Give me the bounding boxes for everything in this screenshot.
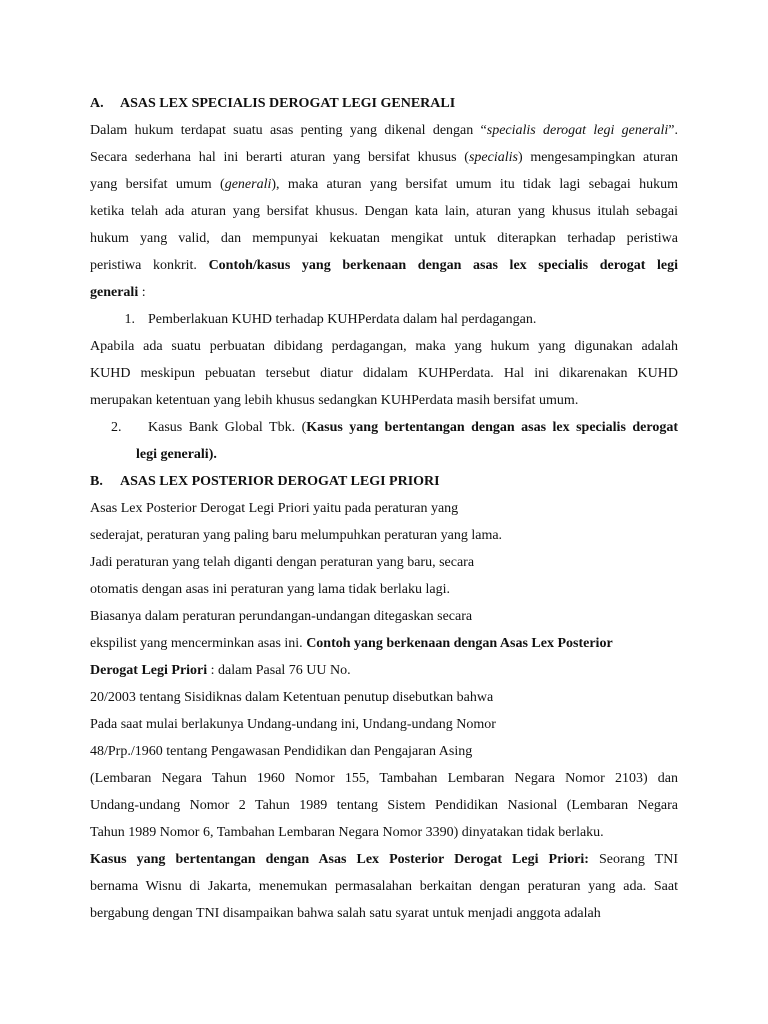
paragraph-a1-line-1 <box>90 117 678 144</box>
list-number: 2. <box>111 420 122 435</box>
bold-run: Derogat Legi Priori <box>90 663 208 678</box>
paragraph-b-line-6 <box>90 630 678 657</box>
section-a-label: A. <box>90 96 104 111</box>
text-run: ) mengesampingkan aturan <box>517 150 678 165</box>
paragraph-b-line-13: Tahun 1989 Nomor 6, Tambahan Lembaran Negara Nomor 3390) dinyatakan tidak berlaku. <box>90 825 604 840</box>
text-run: yang bersifat umum ( <box>90 177 225 192</box>
bold-run: Contoh/kasus yang berkenaan dengan asas lex specialis derogat legi <box>208 258 678 273</box>
paragraph-a1-line-3 <box>90 171 678 198</box>
paragraph-b-line-15: bernama Wisnu di Jakarta, menemukan permasalahan berkaitan dengan peraturan yang ada. Saat <box>90 879 678 894</box>
paragraph-b-line-4: otomatis dengan asas ini peraturan yang lama tidak berlaku lagi. <box>90 582 450 597</box>
paragraph-b-line-5: Biasanya dalam peraturan perundangan-undangan ditegaskan secara <box>90 609 473 624</box>
paragraph-b-line-10: 48/Prp./1960 tentang Pengawasan Pendidikan dan Pengajaran Asing <box>90 744 473 759</box>
list-number: 1. <box>124 312 135 327</box>
list-item-2-line-2: legi generali). <box>136 447 217 462</box>
text-run: Kasus Bank Global Tbk. ( <box>148 420 307 435</box>
paragraph-a2-line-2: KUHD meskipun pebuatan tersebut diatur didalam KUHPerdata. Hal ini dikarenakan KUHD <box>90 366 678 381</box>
paragraph-b-line-14 <box>90 846 678 873</box>
text-run: : <box>138 285 146 300</box>
paragraph-a2-line-3: merupakan ketentuan yang lebih khusus sedangkan KUHPerdata masih bersifat umum. <box>90 393 579 408</box>
bold-run: Contoh yang berkenaan dengan Asas Lex Posterior <box>306 636 613 651</box>
italic-term: generali <box>224 177 272 192</box>
paragraph-a1-line-6 <box>90 252 678 279</box>
bold-run: Kasus yang bertentangan dengan Asas Lex Posterior Derogat Legi Priori: <box>90 852 589 867</box>
text-run: ), maka aturan yang bersifat umum itu tidak lagi sebagai hukum <box>271 177 678 192</box>
paragraph-b-line-1: Asas Lex Posterior Derogat Legi Priori yaitu pada peraturan yang <box>90 501 459 516</box>
bold-run: generali <box>90 285 139 300</box>
italic-term: specialis <box>468 150 518 165</box>
text-run: Seorang TNI <box>588 852 678 867</box>
section-a-title: ASAS LEX SPECIALIS DEROGAT LEGI GENERALI <box>120 96 456 111</box>
bold-run: Kasus yang bertentangan dengan asas lex specialis derogat <box>306 420 678 435</box>
paragraph-b-line-12: Undang-undang Nomor 2 Tahun 1989 tentang Sistem Pendidikan Nasional (Lembaran Negara <box>90 798 678 813</box>
paragraph-b-line-11: (Lembaran Negara Tahun 1960 Nomor 155, Tambahan Lembaran Negara Nomor 2103) dan <box>90 771 678 786</box>
paragraph-a1-line-2 <box>90 144 678 171</box>
text-run: : dalam Pasal 76 UU No. <box>207 663 351 678</box>
paragraph-b-line-16: bergabung dengan TNI disampaikan bahwa salah satu syarat untuk menjadi anggota adalah <box>90 906 601 921</box>
section-a-heading <box>90 90 678 117</box>
paragraph-b-line-8: 20/2003 tentang Sisidiknas dalam Ketentuan penutup disebutkan bahwa <box>90 690 494 705</box>
list-item-2 <box>90 414 678 441</box>
text-run: Dalam hukum terdapat suatu asas penting yang dikenal dengan “ <box>90 123 487 138</box>
list-item-1 <box>90 306 678 333</box>
text-run: ekspilist yang mencerminkan asas ini. <box>90 636 307 651</box>
text-run: peristiwa konkrit. <box>90 258 209 273</box>
paragraph-a1-line-5: hukum yang valid, dan mempunyai kekuatan mengikat untuk diterapkan terhadap peristiwa <box>90 231 678 246</box>
list-item-text: Pemberlakuan KUHD terhadap KUHPerdata dalam hal perdagangan. <box>148 312 537 327</box>
paragraph-a1-line-4: ketika telah ada aturan yang bersifat khusus. Dengan kata lain, aturan yang khusus itulah sebagai <box>90 204 678 219</box>
section-b-label: B. <box>90 474 103 489</box>
paragraph-b-line-3: Jadi peraturan yang telah diganti dengan peraturan yang baru, secara <box>90 555 475 570</box>
section-b-heading <box>90 468 678 495</box>
text-run: Secara sederhana hal ini berarti aturan yang bersifat khusus ( <box>90 150 469 165</box>
italic-term: specialis derogat legi generali <box>486 123 669 138</box>
text-run: ”. <box>668 123 678 138</box>
paragraph-b-line-2: sederajat, peraturan yang paling baru melumpuhkan peraturan yang lama. <box>90 528 503 543</box>
paragraph-b-line-9: Pada saat mulai berlakunya Undang-undang ini, Undang-undang Nomor <box>90 717 496 732</box>
section-b-title: ASAS LEX POSTERIOR DEROGAT LEGI PRIORI <box>120 474 440 489</box>
paragraph-a1-line-7 <box>90 279 678 306</box>
paragraph-a2-line-1: Apabila ada suatu perbuatan dibidang perdagangan, maka yang hukum yang digunakan adalah <box>90 339 678 354</box>
paragraph-b-line-7 <box>90 657 678 684</box>
